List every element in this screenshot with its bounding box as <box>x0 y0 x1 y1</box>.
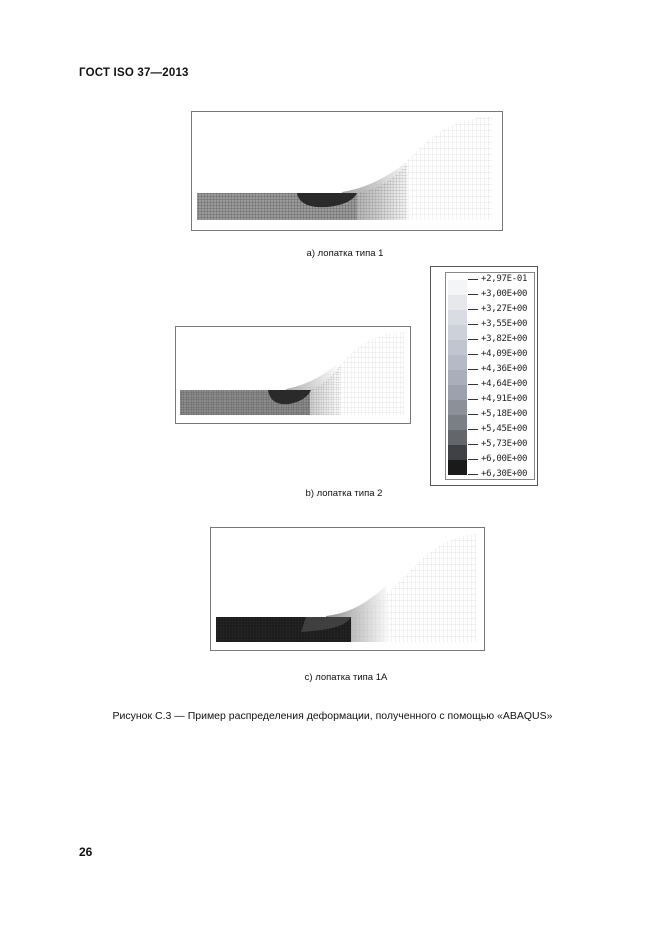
color-legend <box>430 266 538 486</box>
legend-label: +5,18E+00 <box>481 409 528 419</box>
legend-entry <box>446 393 534 408</box>
legend-entry <box>446 348 534 363</box>
legend-entry <box>446 453 534 468</box>
legend-entry <box>446 378 534 393</box>
legend-entry <box>446 363 534 378</box>
figure-b-plot <box>175 326 411 424</box>
legend-label: +3,27E+00 <box>481 304 528 314</box>
legend-label: +3,55E+00 <box>481 319 528 329</box>
legend-label: +6,30E+00 <box>481 469 528 479</box>
legend-scale <box>445 272 535 480</box>
legend-label: +4,36E+00 <box>481 364 528 374</box>
figure-a-caption: а) лопатка типа 1 <box>306 248 384 259</box>
legend-tick <box>468 384 478 385</box>
page-number: 26 <box>79 845 93 859</box>
legend-tick <box>468 369 478 370</box>
legend-tick <box>468 474 478 475</box>
legend-entry <box>446 468 534 483</box>
figure-caption: Рисунок С.3 — Пример распределения деформации, полученного с помощью «ABAQUS» <box>112 710 553 722</box>
legend-label: +3,00E+00 <box>481 289 528 299</box>
legend-label: +6,00E+00 <box>481 454 528 464</box>
figure-c-caption: с) лопатка типа 1А <box>304 672 388 683</box>
legend-label: +5,45E+00 <box>481 424 528 434</box>
legend-entry <box>446 288 534 303</box>
legend-tick <box>468 294 478 295</box>
legend-tick <box>468 399 478 400</box>
legend-tick <box>468 339 478 340</box>
legend-label: +4,64E+00 <box>481 379 528 389</box>
legend-tick <box>468 309 478 310</box>
legend-tick <box>468 324 478 325</box>
legend-label: +5,73E+00 <box>481 439 528 449</box>
legend-label: +2,97E-01 <box>481 274 528 284</box>
page-header: ГОСТ ISO 37—2013 <box>79 67 189 79</box>
legend-label: +4,91E+00 <box>481 394 528 404</box>
strain-mesh-a <box>192 112 502 230</box>
legend-entry <box>446 333 534 348</box>
figure-a-plot <box>191 111 503 231</box>
legend-entry <box>446 408 534 423</box>
legend-label: +4,09E+00 <box>481 349 528 359</box>
legend-entry <box>446 438 534 453</box>
legend-tick <box>468 444 478 445</box>
legend-entry <box>446 303 534 318</box>
legend-tick <box>468 459 478 460</box>
legend-tick <box>468 414 478 415</box>
legend-entry <box>446 423 534 438</box>
legend-tick <box>468 354 478 355</box>
legend-tick <box>468 279 478 280</box>
legend-tick <box>468 429 478 430</box>
strain-mesh-b <box>176 327 410 423</box>
legend-label: +3,82E+00 <box>481 334 528 344</box>
figure-b-caption: b) лопатка типа 2 <box>305 488 383 499</box>
legend-entry <box>446 318 534 333</box>
strain-mesh-c <box>211 528 484 650</box>
legend-entry <box>446 273 534 288</box>
figure-c-plot <box>210 527 485 651</box>
